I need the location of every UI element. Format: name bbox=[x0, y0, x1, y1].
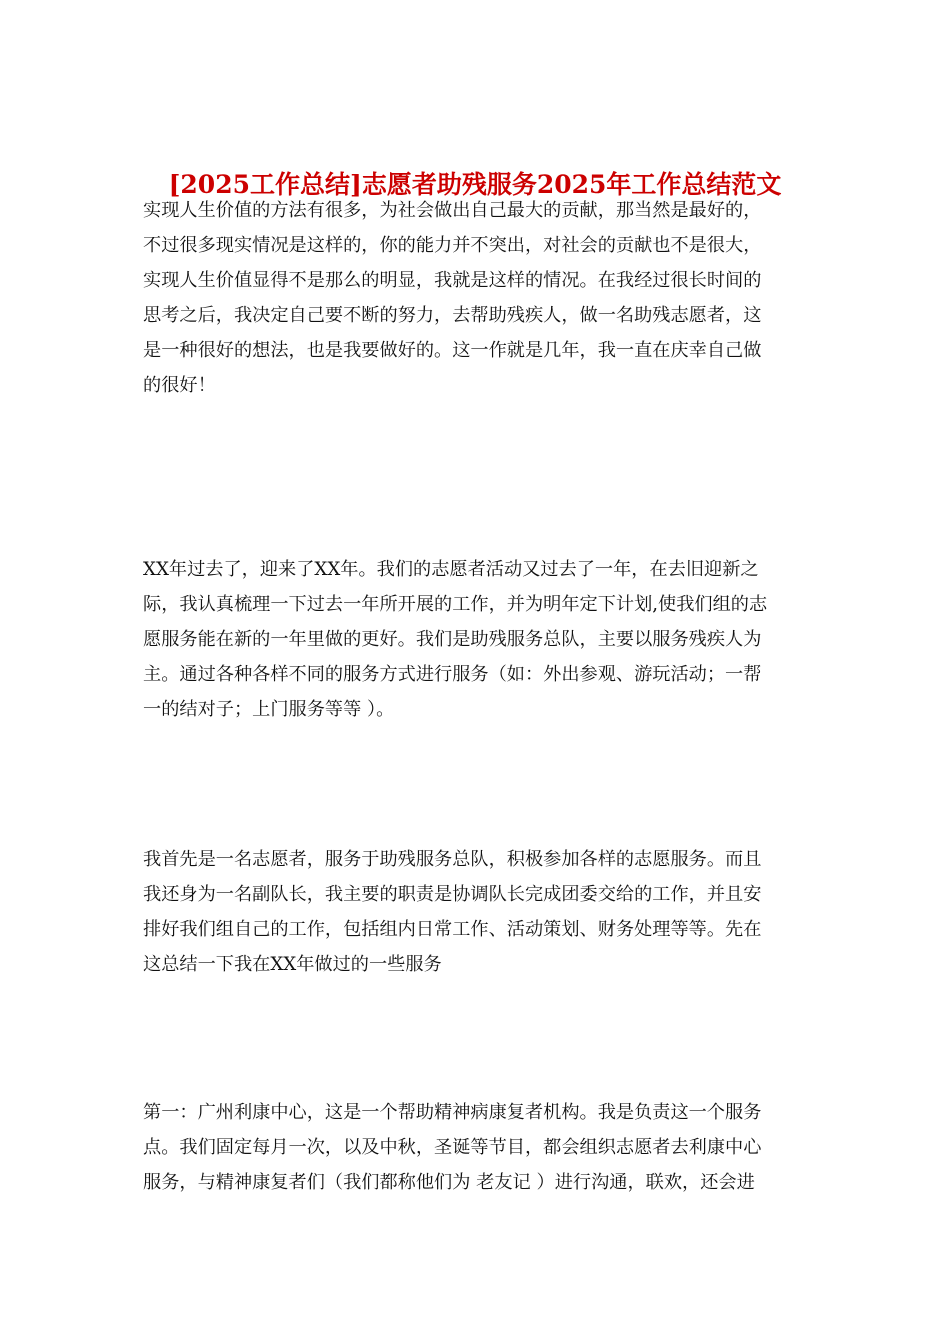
paragraph-line: 实现人生价值显得不是那么的明显，我就是这样的情况。在我经过很长时间的 bbox=[143, 270, 762, 291]
paragraph-line: 实现人生价值的方法有很多，为社会做出自己最大的贡献，那当然是最好的， bbox=[143, 200, 762, 221]
paragraph-line: 第一：广州利康中心，这是一个帮助精神病康复者机构。我是负责这一个服务 bbox=[143, 1102, 762, 1123]
paragraph-line: 点。我们固定每月一次，以及中秋，圣诞等节目，都会组织志愿者去利康中心 bbox=[143, 1137, 762, 1158]
paragraph-line: 服务，与精神康复者们（我们都称他们为 老友记 ）进行沟通，联欢，还会进 bbox=[143, 1172, 755, 1193]
paragraph-intro bbox=[143, 193, 811, 403]
paragraph-role bbox=[143, 842, 811, 982]
paragraph-line: 际，我认真梳理一下过去一年所开展的工作，并为明年定下计划,使我们组的志 bbox=[143, 594, 768, 615]
paragraph-line: XX年过去了，迎来了XX年。我们的志愿者活动又过去了一年，在去旧迎新之 bbox=[143, 559, 759, 580]
paragraph-line: 愿服务能在新的一年里做的更好。我们是助残服务总队，主要以服务残疾人为 bbox=[143, 629, 762, 650]
document-title: [2025工作总结]志愿者助残服务2025年工作总结范文 bbox=[168, 169, 782, 199]
paragraph-line: 排好我们组自己的工作，包括组内日常工作、活动策划、财务处理等等。先在 bbox=[143, 919, 762, 940]
paragraph-line: 主。通过各种各样不同的服务方式进行服务（如：外出参观、游玩活动；一帮 bbox=[143, 664, 762, 685]
paragraph-line: 思考之后，我决定自己要不断的努力，去帮助残疾人，做一名助残志愿者，这 bbox=[143, 305, 762, 326]
paragraph-line: 我还身为一名副队长，我主要的职责是协调队长完成团委交给的工作，并且安 bbox=[143, 884, 762, 905]
paragraph-year-review bbox=[143, 552, 811, 727]
paragraph-line: 不过很多现实情况是这样的，你的能力并不突出，对社会的贡献也不是很大， bbox=[143, 235, 762, 256]
paragraph-line: 是一种很好的想法，也是我要做好的。这一作就是几年，我一直在庆幸自己做 bbox=[143, 340, 762, 361]
paragraph-line: 我首先是一名志愿者，服务于助残服务总队，积极参加各样的志愿服务。而且 bbox=[143, 849, 762, 870]
paragraph-line: 一的结对子；上门服务等等 ）。 bbox=[143, 699, 395, 720]
paragraph-first-service bbox=[143, 1095, 811, 1200]
paragraph-line: 这总结一下我在XX年做过的一些服务 bbox=[143, 954, 442, 975]
paragraph-line: 的很好！ bbox=[143, 375, 216, 396]
